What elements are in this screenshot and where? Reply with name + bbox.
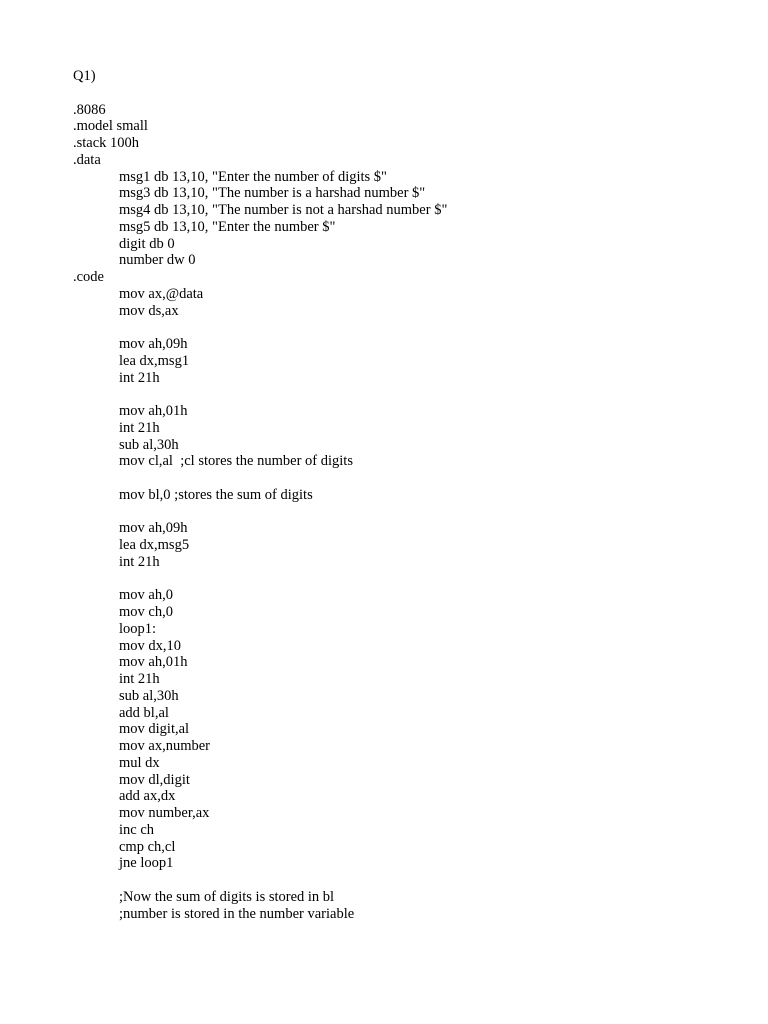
code-line: .8086 <box>73 101 106 118</box>
code-line: .model small <box>73 118 148 135</box>
code-line: mov ah,01h <box>119 654 188 671</box>
code-line: mov ah,09h <box>119 520 188 537</box>
code-line: mov ah,01h <box>119 403 188 419</box>
code-line: int 21h <box>119 671 160 687</box>
code-line: jne loop1 <box>119 855 174 872</box>
code-line: mov cl,al ;cl stores the number of digits <box>119 453 353 470</box>
code-line: lea dx,msg1 <box>119 352 190 369</box>
code-line: msg4 db 13,10, "The number is not a harshad number $" <box>119 202 448 218</box>
code-line: .data <box>73 151 101 168</box>
code-line: cmp ch,cl <box>119 838 176 855</box>
code-line: lea dx,msg5 <box>119 537 190 553</box>
code-line: msg3 db 13,10, "The number is a harshad number $" <box>119 185 426 202</box>
code-line: mul dx <box>119 754 160 771</box>
code-line: msg1 db 13,10, "Enter the number of digits $" <box>119 168 387 185</box>
code-line: digit db 0 <box>119 235 175 252</box>
code-line: mov bl,0 ;stores the sum of digits <box>119 486 313 503</box>
code-line: Q1) <box>73 68 96 84</box>
code-line: mov ax,number <box>119 738 211 754</box>
code-line: mov dl,digit <box>119 771 190 788</box>
code-line: int 21h <box>119 553 160 570</box>
code-line: mov ah,0 <box>119 587 173 604</box>
code-line: .code <box>73 269 104 285</box>
code-line: sub al,30h <box>119 436 179 453</box>
code-line: mov ds,ax <box>119 302 179 319</box>
code-line: inc ch <box>119 821 155 838</box>
code-line: int 21h <box>119 419 160 436</box>
code-line: mov ch,0 <box>119 604 173 620</box>
code-line: int 21h <box>119 369 160 386</box>
code-line: msg5 db 13,10, "Enter the number $" <box>119 218 336 235</box>
code-line: .stack 100h <box>73 135 140 151</box>
code-line: add bl,al <box>119 704 169 721</box>
code-line: mov ah,09h <box>119 336 188 352</box>
code-line: add ax,dx <box>119 788 176 805</box>
code-line: sub al,30h <box>119 687 179 704</box>
code-line: mov dx,10 <box>119 637 182 654</box>
code-line: number dw 0 <box>119 252 196 269</box>
code-line: ;Now the sum of digits is stored in bl <box>119 888 335 905</box>
code-line: mov digit,al <box>119 721 190 738</box>
code-line: ;number is stored in the number variable <box>119 905 355 922</box>
code-line: mov ax,@data <box>119 285 204 302</box>
code-line: mov number,ax <box>119 805 210 821</box>
code-line: loop1: <box>119 620 157 637</box>
